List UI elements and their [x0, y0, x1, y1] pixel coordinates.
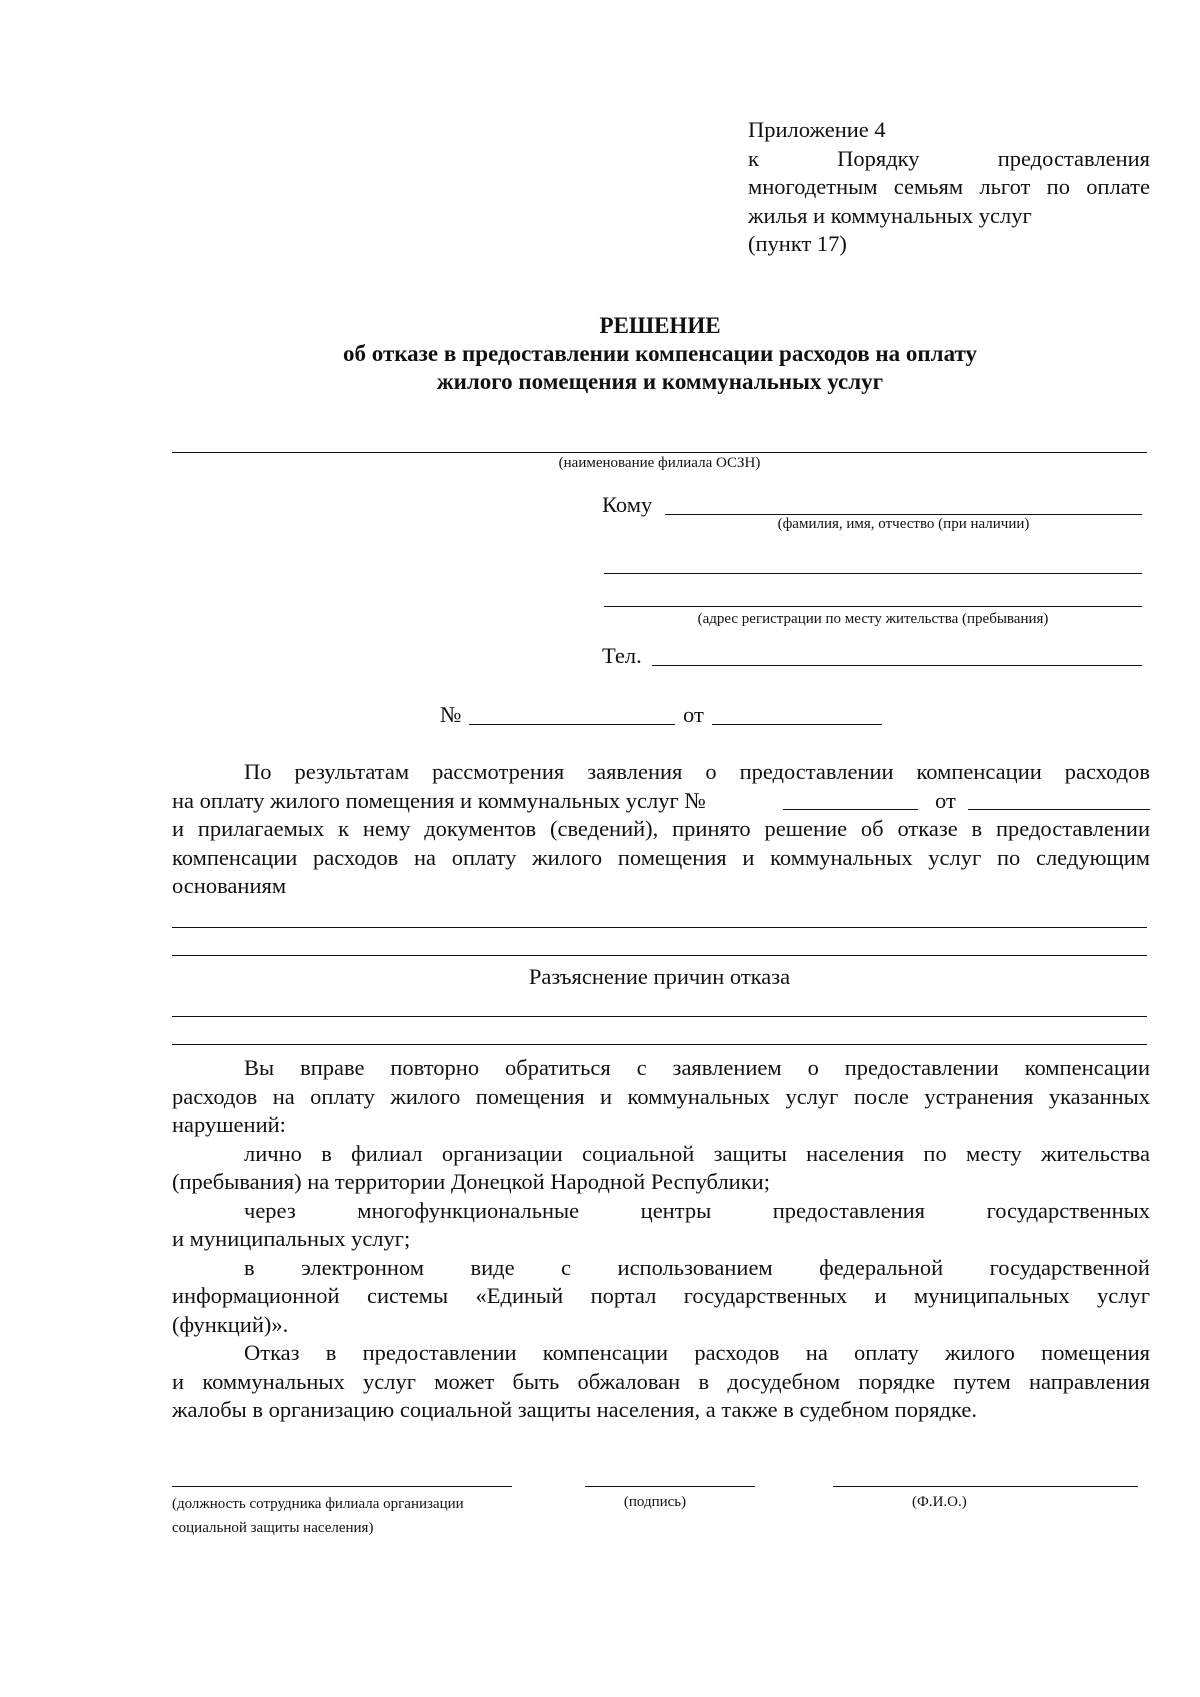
address-line-1[interactable] [604, 573, 1142, 574]
document-title [170, 312, 1150, 396]
p1-line5: основаниям [172, 873, 287, 898]
p4-word: через [244, 1197, 296, 1223]
address-caption: (адрес регистрации по месту жительства (пребывания) [697, 611, 1049, 627]
application-number-line[interactable] [783, 809, 918, 810]
p6-line3: жалобы в организацию социальной защиты населения, а также в судебном порядке. [172, 1397, 977, 1422]
date-label: от [683, 702, 704, 727]
explanation-line-1[interactable] [172, 1016, 1147, 1017]
branch-caption: (наименование филиала ОСЗН) [558, 455, 761, 471]
p5-word: электронном [301, 1254, 424, 1280]
p5-line3: (функций)». [172, 1311, 289, 1337]
position-line[interactable] [172, 1486, 512, 1487]
p1-line3: и прилагаемых к нему документов (сведений), принято решение об отказе в предоставлении [172, 816, 1150, 841]
p5-word: федеральной [819, 1254, 944, 1280]
appendix-word: предоставления [997, 145, 1150, 171]
to-label: Кому [602, 492, 653, 517]
fio-line[interactable] [833, 1486, 1138, 1487]
p4-word: многофункциональные [357, 1197, 580, 1223]
position-caption-line2: социальной защиты населения) [172, 1520, 374, 1536]
p1-line2-from: от [935, 787, 956, 813]
p4-word: предоставления [772, 1197, 926, 1223]
signature-line[interactable] [585, 1486, 755, 1487]
p5-word: использованием [617, 1254, 773, 1280]
p3-line2: (пребывания) на территории Донецкой Народной Республики; [172, 1169, 770, 1194]
p6-line1: Отказ в предоставлении компенсации расходов на оплату жилого помещения [244, 1340, 1150, 1365]
application-date-line[interactable] [968, 809, 1150, 810]
appendix-word: Порядку [837, 145, 920, 171]
p2-line1: Вы вправе повторно обратиться с заявлением о предоставлении компенсации [244, 1055, 1150, 1080]
appendix-block [748, 116, 1150, 259]
grounds-line-2[interactable] [172, 955, 1147, 956]
grounds-line-1[interactable] [172, 927, 1147, 928]
appendix-line4: жилья и коммунальных услуг [748, 202, 1032, 228]
fio-caption: (Ф.И.О.) [912, 1494, 967, 1510]
paragraph-result [172, 758, 1150, 901]
appendix-word: к [748, 145, 759, 171]
p5-word: государственной [989, 1254, 1150, 1280]
p5-word: виде [470, 1254, 515, 1280]
position-caption [172, 1492, 512, 1540]
explanation-line-2[interactable] [172, 1044, 1147, 1045]
p5-line2: информационной системы «Единый портал государственных и муниципальных услуг [172, 1283, 1150, 1308]
p1-line1: По результатам рассмотрения заявления о предоставлении компенсации расходов [244, 759, 1150, 784]
appendix-line5: (пункт 17) [748, 231, 847, 256]
p4-line1 [172, 1197, 1150, 1226]
p2-line3: нарушений: [172, 1112, 286, 1137]
title-sub1: об отказе в предоставлении компенсации расходов на оплату [343, 341, 977, 366]
phone-line[interactable] [652, 665, 1142, 666]
paragraph-rights [172, 1054, 1150, 1425]
appendix-line2 [748, 145, 1150, 174]
p1-line2 [172, 787, 1150, 816]
p2-line2: расходов на оплату жилого помещения и коммунальных услуг после устранения указанных [172, 1083, 1150, 1109]
position-caption-line1: (должность сотрудника филиала организации [172, 1496, 464, 1512]
phone-label: Тел. [602, 643, 642, 668]
number-line[interactable] [469, 724, 675, 725]
title-main: РЕШЕНИЕ [599, 313, 721, 338]
p5-word: в [244, 1254, 255, 1280]
p6-line2: и коммунальных услуг может быть обжалован в досудебном порядке путем направления [172, 1368, 1150, 1394]
date-line[interactable] [712, 724, 882, 725]
p5-word: с [561, 1254, 572, 1280]
signature-caption: (подпись) [623, 1494, 687, 1510]
appendix-line1: Приложение 4 [748, 117, 886, 142]
p3-line1: лично в филиал организации социальной защиты населения по месту жительства [244, 1140, 1150, 1166]
title-sub2: жилого помещения и коммунальных услуг [436, 369, 884, 394]
number-label: № [440, 702, 462, 727]
p1-line4: компенсации расходов на оплату жилого помещения и коммунальных услуг по следующим [172, 844, 1150, 870]
address-line-2[interactable] [604, 606, 1142, 607]
name-caption: (фамилия, имя, отчество (при наличии) [777, 516, 1030, 532]
p5-line1 [172, 1254, 1150, 1283]
p4-word: центры [640, 1197, 712, 1223]
explanation-title: Разъяснение причин отказа [528, 964, 791, 989]
appendix-line3: многодетным семьям льгот по оплате [748, 174, 1150, 199]
p4-word: государственных [986, 1197, 1150, 1223]
p1-line2-text: на оплату жилого помещения и коммунальных услуг № [172, 787, 706, 813]
p4-line2: и муниципальных услуг; [172, 1226, 411, 1251]
